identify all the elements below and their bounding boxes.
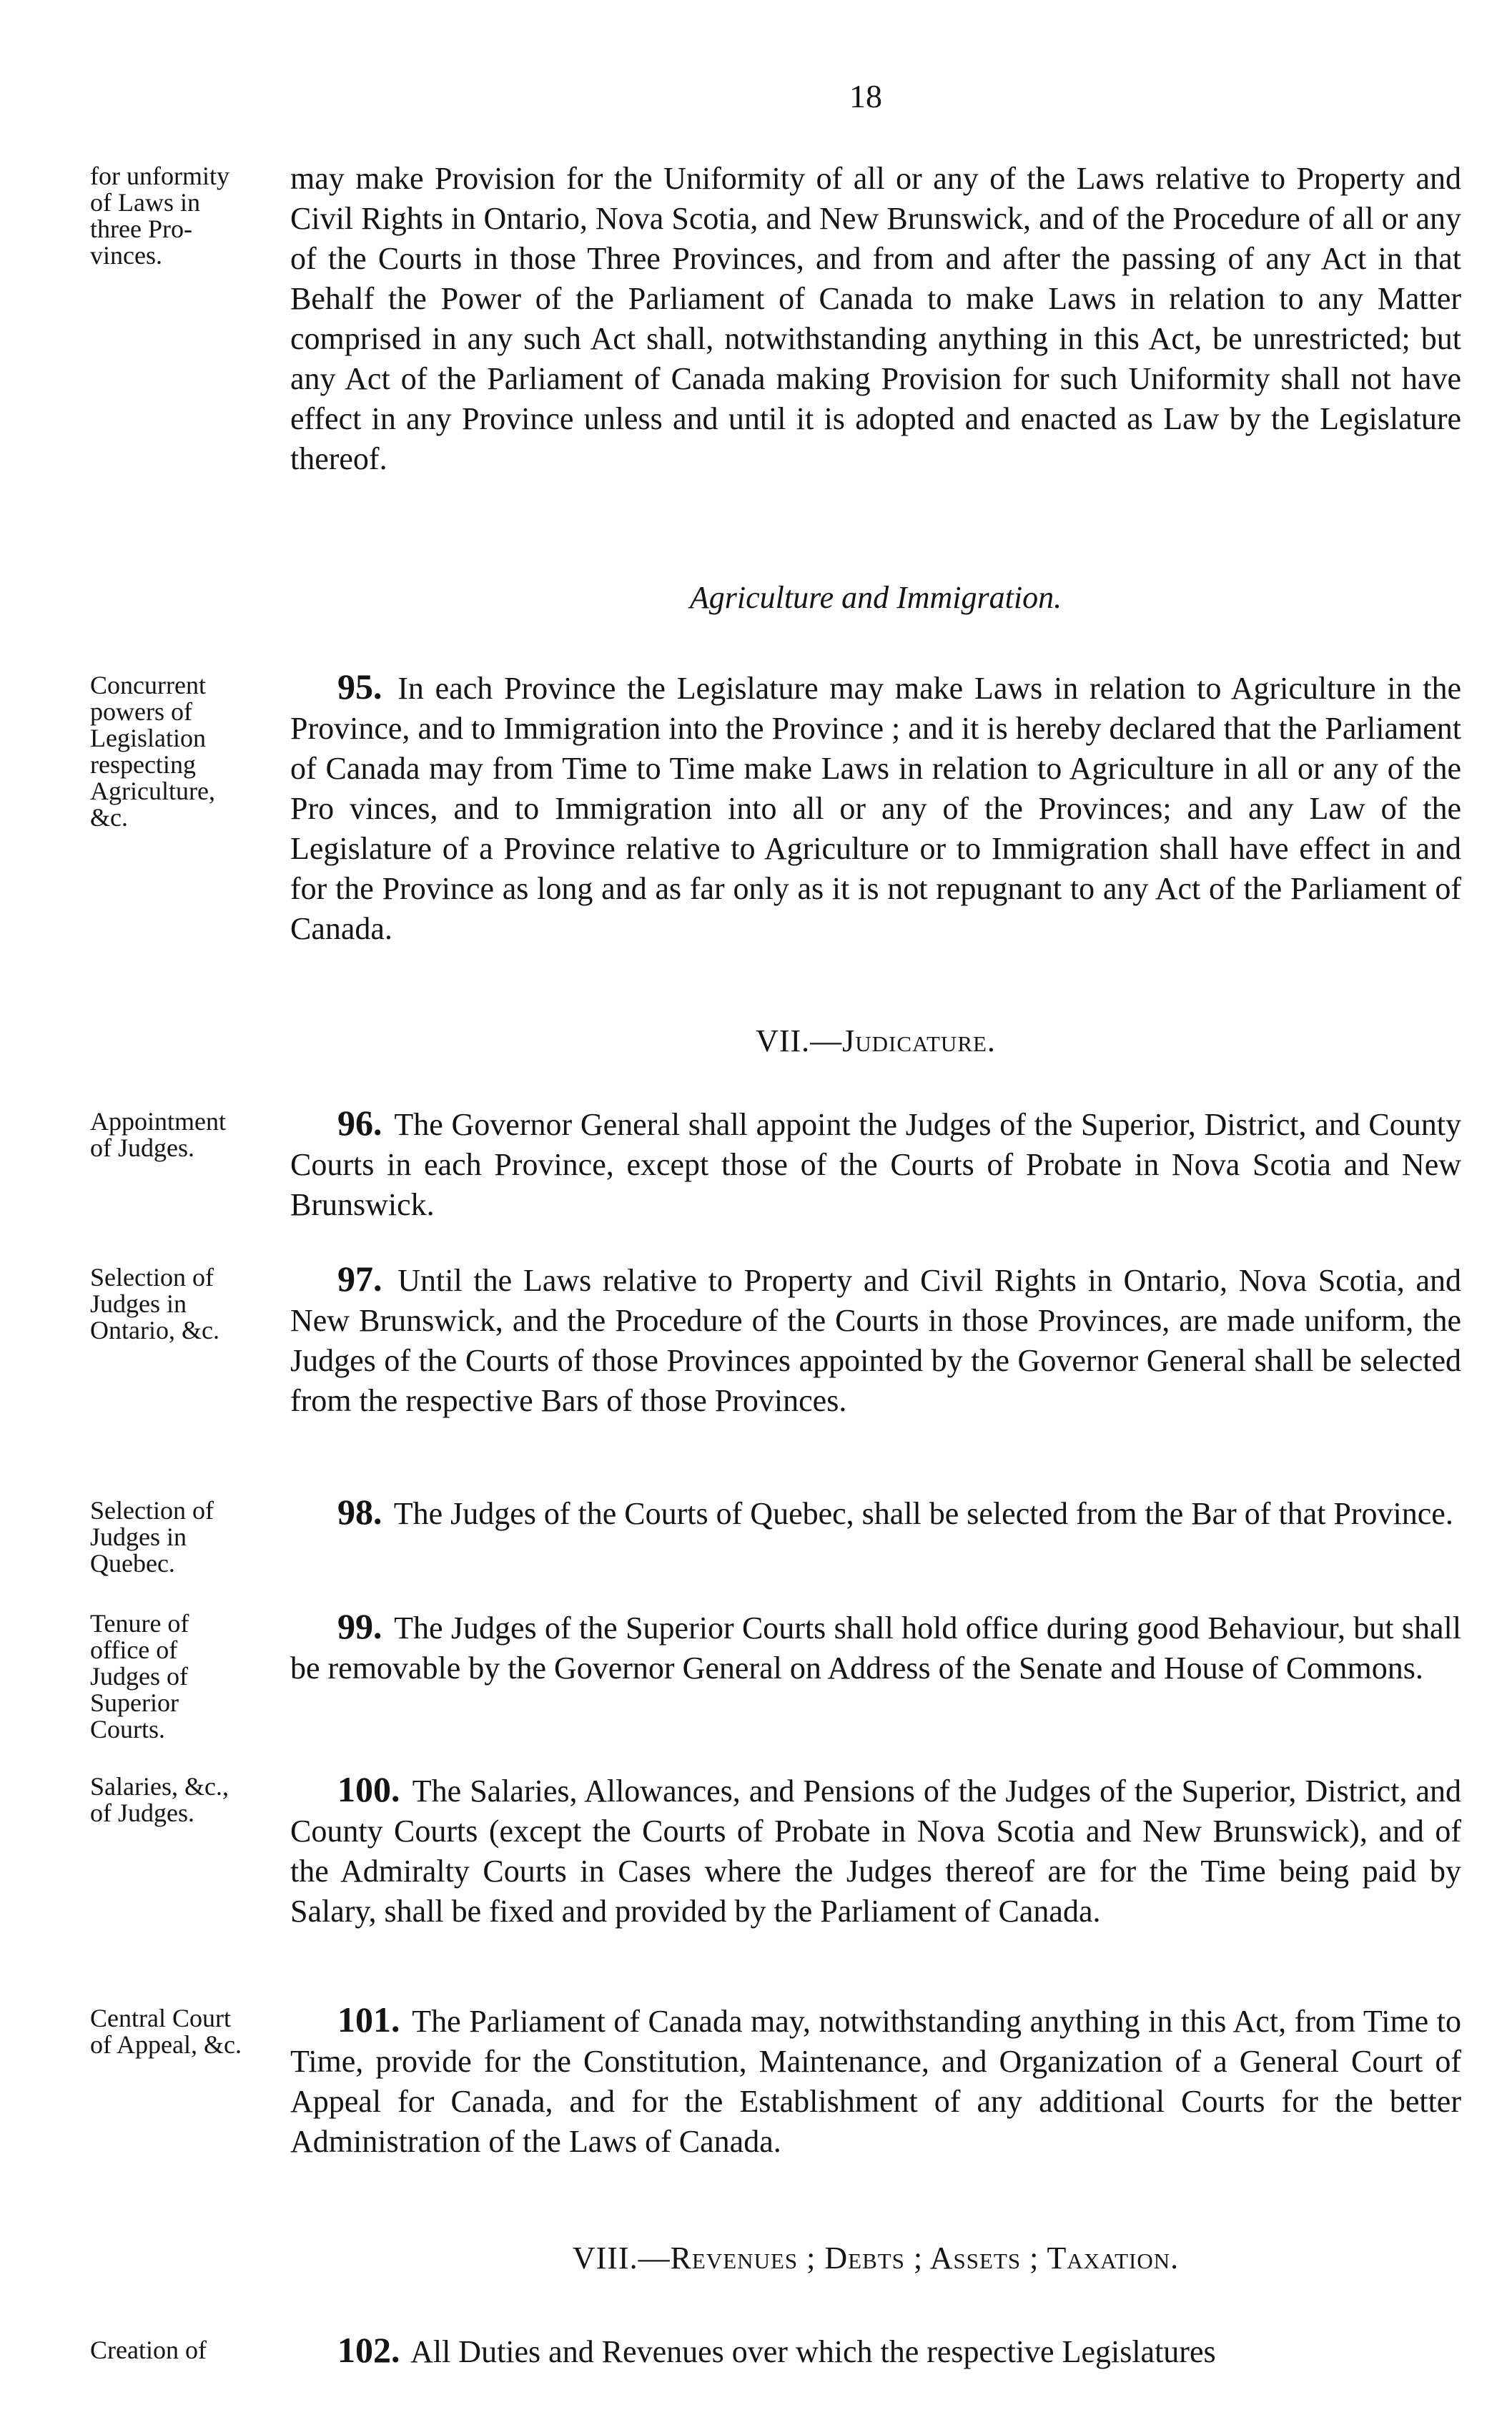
section-98 [290, 1492, 1461, 1534]
section-text: All Duties and Revenues over which the respective Legislatures [410, 2334, 1216, 2369]
section-text: Until the Laws relative to Property and Civil Rights in Ontario, Nova Scotia, and New Brunswick, and the Procedure of the Courts in those Provinces, are made uniform, the Judges of the Courts of those Provinces appointed by the Governor General shall be selected from the respective Bars of those Provinces. [290, 1263, 1462, 1418]
sidenote-uniformity: for unformity of Laws in three Pro- vinces. [90, 162, 229, 270]
section-text: The Salaries, Allowances, and Pensions of the Judges of the Superior, District, and County Courts (except the Courts of Probate in Nova Scotia and New Brunswick), and of the Admiralty Courts in Cases where the Judges thereof are for the Time being paid by Salary, shall be fixed and provided by the Parliament of Canada. [290, 1774, 1461, 1929]
section-96 [290, 1103, 1461, 1225]
heading-judicature: VII.—Judicature. [756, 1023, 996, 1058]
section-102 [290, 2330, 1461, 2372]
section-100 [290, 1769, 1461, 1932]
section-text: The Governor General shall appoint the Judges of the Superior, District, and County Courts in each Province, except those of the Courts of Probate in Nova Scotia and New Brunswick. [290, 1107, 1461, 1222]
section-text: The Judges of the Superior Courts shall hold office during good Behaviour, but shall be removable by the Governor General on Address of the Senate and House of Commons. [290, 1610, 1461, 1686]
section-number: 98. [337, 1492, 382, 1532]
section-text: The Judges of the Courts of Quebec, shall be selected from the Bar of that Province. [393, 1496, 1453, 1531]
sidenote-creation: Creation of [90, 2336, 207, 2364]
section-number: 95. [337, 667, 382, 707]
sidenote-salaries-judges: Salaries, &c., of Judges. [90, 1772, 229, 1827]
sidenote-concurrent-powers: Concurrent powers of Legislation respecting Agriculture, &c. [90, 671, 215, 832]
section-text: In each Province the Legislature may make Laws in relation to Agriculture in the Province, and to Immigration into the Province ; and it is hereby declared that the Parliament of Canada may from Time to Time make Laws in relation to Agriculture in all or any of the Pro vinces, and to Immigration into all or any of the Provinces; and any Law of the Legislature of a Province relative to Agriculture or to Immigration shall have effect in and for the Province as long and as far only as it is not repugnant to any Act of the Parliament of Canada. [290, 671, 1461, 946]
section-number: 99. [337, 1606, 382, 1646]
section-number: 101. [337, 2000, 400, 2040]
sidenote-selection-quebec: Selection of Judges in Quebec. [90, 1496, 214, 1578]
sidenote-tenure-office: Tenure of office of Judges of Superior Courts. [90, 1609, 189, 1743]
section-101 [290, 2000, 1461, 2162]
sidenote-selection-ontario: Selection of Judges in Ontario, &c. [90, 1263, 219, 1344]
section-text: The Parliament of Canada may, notwithstanding anything in this Act, from Time to Time, provide for the Constitution, Maintenance, and Organization of a General Court of Appeal for Canada, and for the Establishment of any additional Courts for the better Administration of the Laws of Canada. [290, 2004, 1461, 2159]
section-number: 100. [337, 1769, 400, 1809]
section-99 [290, 1606, 1461, 1688]
page-number: 18 [849, 78, 882, 114]
heading-agriculture-immigration: Agriculture and Immigration. [689, 580, 1062, 615]
section-number: 96. [337, 1103, 382, 1143]
section-number: 102. [337, 2330, 400, 2370]
sidenote-appointment-judges: Appointment of Judges. [90, 1107, 226, 1162]
section-94-continued-text: may make Provision for the Uniformity of all or any of the Laws relative to Property and Civil Rights in Ontario, Nova Scotia, and New Brunswick, and of the Procedure of all or any of the Courts in those Three Provinces, and from and after the passing of any Act in that Behalf the Power of the Parliament of Canada to make Laws in relation to any Matter comprised in any such Act shall, notwithstanding anything in this Act, be unrestricted; but any Act of the Parliament of Canada making Provision for such Uniformity shall not have effect in any Province unless and until it is adopted and enacted as Law by the Legislature thereof. [290, 161, 1461, 476]
sidenote-central-court-appeal: Central Court of Appeal, &c. [90, 2004, 242, 2059]
section-97 [290, 1259, 1461, 1421]
heading-revenues: VIII.—Revenues ; Debts ; Assets ; Taxation. [572, 2241, 1180, 2276]
section-95 [290, 667, 1461, 949]
section-number: 97. [337, 1259, 382, 1299]
